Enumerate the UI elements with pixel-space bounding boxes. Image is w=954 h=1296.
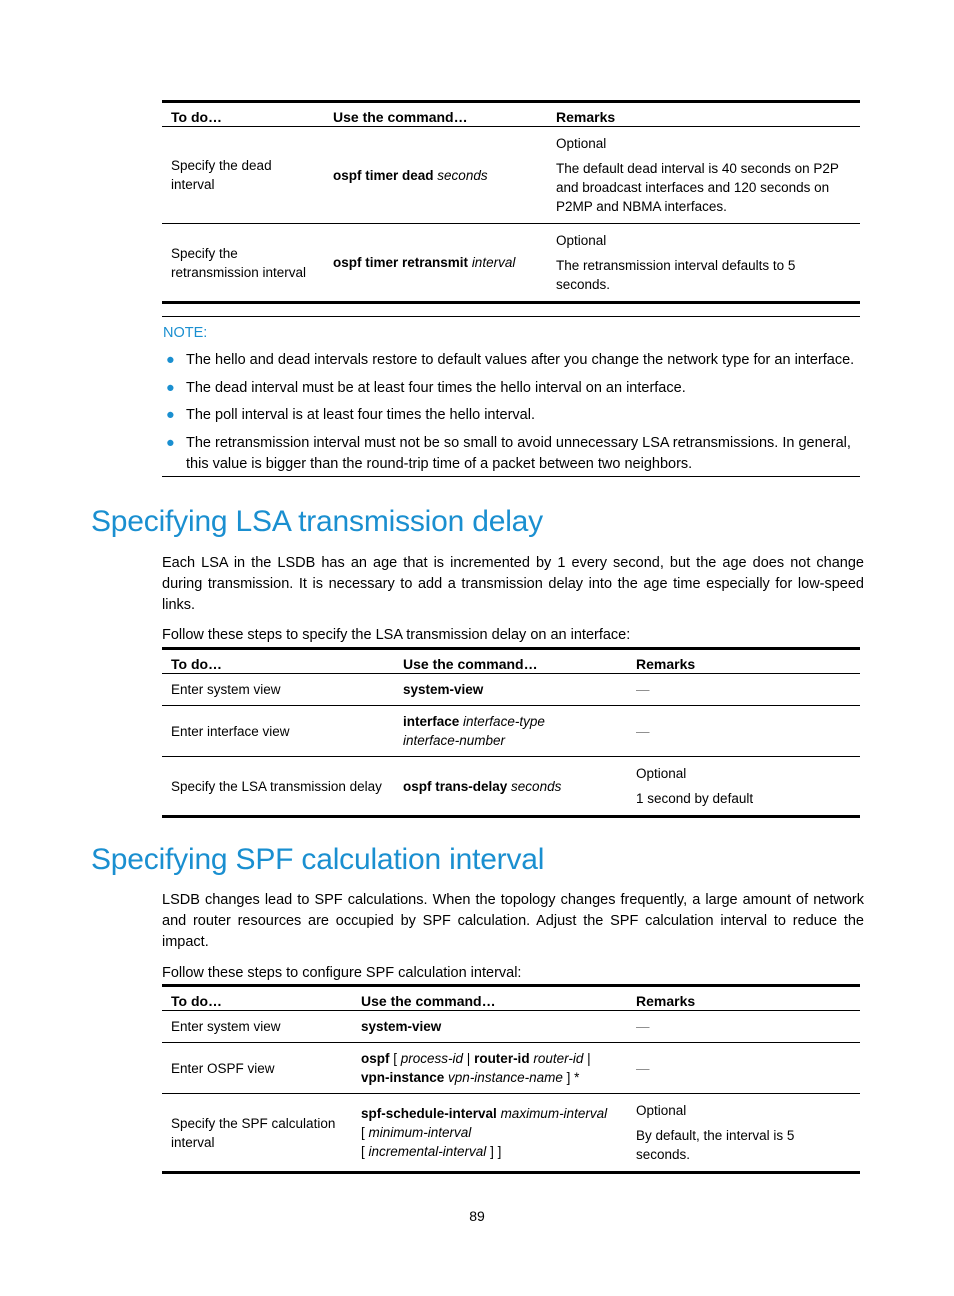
todo-cell: Enter system view xyxy=(171,682,281,697)
note-item xyxy=(162,350,860,371)
command-cell xyxy=(394,674,627,706)
command-keyword: ospf timer dead xyxy=(333,167,434,183)
table-row xyxy=(162,1043,860,1094)
command-cell xyxy=(352,1094,627,1173)
note-item-text: The poll interval is at least four times the hello interval. xyxy=(186,407,535,423)
remark-line: Optional xyxy=(556,136,607,151)
command-keyword: ospf xyxy=(361,1051,390,1066)
remarks-cell xyxy=(547,127,860,224)
table-header-row xyxy=(162,649,860,674)
command-text: ] * xyxy=(562,1070,580,1085)
spf-interval-table xyxy=(162,984,860,1174)
header-remarks: Remarks xyxy=(636,993,696,1009)
table-row xyxy=(162,706,860,757)
note-list xyxy=(162,350,860,481)
remark-line: By default, the interval is 5 seconds. xyxy=(636,1128,795,1162)
command-keyword: spf-schedule-interval xyxy=(361,1106,497,1121)
todo-cell: Enter system view xyxy=(171,1019,281,1034)
note-item-text: The hello and dead intervals restore to default values after you change the network type for an interface. xyxy=(186,352,855,368)
command-argument: seconds xyxy=(437,167,488,183)
command-keyword: ospf trans-delay xyxy=(403,778,508,794)
remark-line: 1 second by default xyxy=(636,791,754,806)
section-title-lsa-delay: Specifying LSA transmission delay xyxy=(91,505,543,538)
header-command: Use the command… xyxy=(333,109,468,125)
command-text: [ xyxy=(361,1125,369,1140)
table-header-row xyxy=(162,102,860,127)
command-argument: interface-type xyxy=(463,714,545,729)
remarks-cell: — xyxy=(636,1019,650,1034)
note-item xyxy=(162,405,860,426)
header-remarks: Remarks xyxy=(556,109,616,125)
header-command: Use the command… xyxy=(403,656,538,672)
remark-line: Optional xyxy=(636,766,687,781)
todo-cell: Specify the SPF calculation interval xyxy=(171,1115,336,1150)
command-cell xyxy=(394,706,627,757)
command-text: [ xyxy=(389,1051,401,1066)
command-argument: minimum-interval xyxy=(368,1125,472,1140)
section-paragraph: LSDB changes lead to SPF calculations. When the topology changes frequently, a large amount of network and router resources are occupied by SPF calculation. Adjust the SPF calculation interval to reduce the impact. xyxy=(162,892,864,950)
command-cell xyxy=(352,1043,627,1094)
todo-cell: Specify the dead interval xyxy=(171,158,272,192)
note-item xyxy=(162,378,860,399)
header-todo: To do… xyxy=(171,993,223,1009)
header-remarks: Remarks xyxy=(636,656,696,672)
bullet-icon: ● xyxy=(166,407,175,423)
command-argument: router-id xyxy=(533,1051,584,1066)
remarks-cell: — xyxy=(636,682,650,697)
page-number: 89 xyxy=(469,1208,485,1224)
bullet-icon: ● xyxy=(166,379,175,396)
section-paragraph: Follow these steps to specify the LSA transmission delay on an interface: xyxy=(162,627,631,643)
todo-cell: Specify the LSA transmission delay xyxy=(171,778,382,794)
command-text: | xyxy=(463,1051,475,1066)
command-text: ] ] xyxy=(486,1144,502,1159)
command-argument: maximum-interval xyxy=(500,1106,608,1121)
remark-line: The retransmission interval defaults to 5 seconds. xyxy=(556,258,796,292)
note-label: NOTE: xyxy=(163,325,208,341)
remarks-cell xyxy=(627,1094,860,1173)
command-argument: seconds xyxy=(511,778,562,794)
remark-line: Optional xyxy=(636,1103,687,1118)
command-cell xyxy=(352,1011,627,1043)
header-todo: To do… xyxy=(171,109,223,125)
command-argument: process-id xyxy=(400,1051,464,1066)
table-row xyxy=(162,224,860,303)
table-row xyxy=(162,1094,860,1173)
command-argument: interface-number xyxy=(403,733,506,748)
section-paragraph: Each LSA in the LSDB has an age that is incremented by 1 every second, but the age does not change during transmission. It is necessary to add a transmission delay into the age time especially for low-speed links. xyxy=(162,555,864,613)
command-keyword: system-view xyxy=(403,682,484,697)
command-cell xyxy=(394,757,627,817)
remark-line: The default dead interval is 40 seconds on P2P and broadcast interfaces and 120 seconds on P2MP and NBMA interfaces. xyxy=(556,161,839,214)
note-item xyxy=(162,433,860,475)
remarks-cell: — xyxy=(636,1060,650,1076)
command-keyword: router-id xyxy=(474,1051,530,1066)
remarks-cell xyxy=(547,224,860,303)
lsa-delay-table xyxy=(162,647,860,818)
command-keyword: ospf timer retransmit xyxy=(333,255,469,270)
command-argument: interval xyxy=(471,255,516,270)
section-title-spf-interval: Specifying SPF calculation interval xyxy=(91,843,545,876)
table-header-row xyxy=(162,986,860,1011)
table-row xyxy=(162,674,860,706)
command-argument: vpn-instance-name xyxy=(448,1070,563,1085)
remark-line: Optional xyxy=(556,233,607,248)
todo-cell: Specify the retransmission interval xyxy=(171,245,307,280)
header-todo: To do… xyxy=(171,656,223,672)
command-text: | xyxy=(583,1051,591,1066)
todo-cell: Enter interface view xyxy=(171,723,290,739)
command-keyword: interface xyxy=(403,714,460,729)
timer-table xyxy=(162,100,860,304)
bullet-icon: ● xyxy=(166,434,175,451)
command-cell xyxy=(324,224,547,303)
note-box xyxy=(162,316,860,477)
note-item-text: The dead interval must be at least four times the hello interval on an interface. xyxy=(186,379,686,396)
remarks-cell: — xyxy=(636,723,650,739)
command-cell xyxy=(324,127,547,224)
remarks-cell xyxy=(627,757,860,817)
section-paragraph: Follow these steps to configure SPF calculation interval: xyxy=(162,965,522,981)
table-row xyxy=(162,127,860,224)
todo-cell: Enter OSPF view xyxy=(171,1060,275,1076)
bullet-icon: ● xyxy=(166,352,175,368)
note-item-text: The retransmission interval must not be so small to avoid unnecessary LSA retransmissions. In general, this value is bigger than the round-trip time of a packet between two neighbors. xyxy=(186,434,851,472)
command-argument: incremental-interval xyxy=(368,1144,487,1159)
command-text: [ xyxy=(361,1144,369,1159)
command-keyword: vpn-instance xyxy=(361,1070,445,1085)
command-keyword: system-view xyxy=(361,1019,442,1034)
table-row xyxy=(162,757,860,817)
table-row xyxy=(162,1011,860,1043)
header-command: Use the command… xyxy=(361,993,496,1009)
